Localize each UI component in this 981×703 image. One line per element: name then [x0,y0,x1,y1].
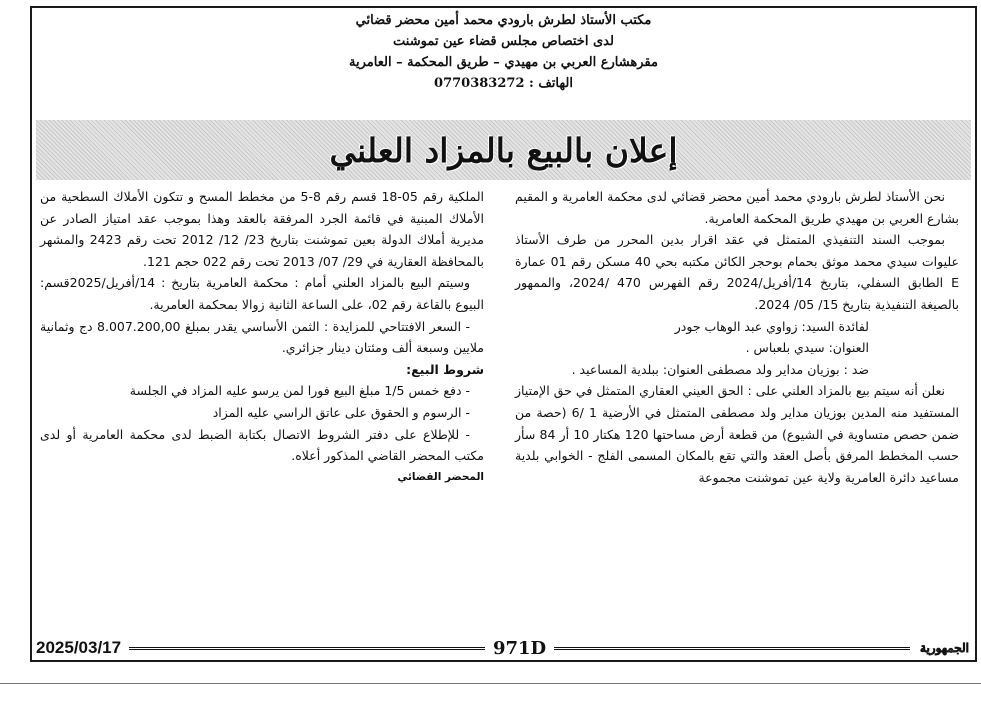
condition-payment: - دفع خمس 1/5 مبلغ البيع فورا لمن يرسو عليه المزاد في الجلسة [129,383,470,399]
newspaper-footer [32,635,975,661]
page-bottom-rule [0,683,981,684]
footer-rule-left [129,647,485,650]
condition-specifications: - للإطلاع على دفتر الشروط الاتصال بكتابة الضبط لدى محكمة العامرية أو لدى مكتب المحضر القاضي المذكور أعلاه. [40,426,484,464]
announcement-title: إعلان بالبيع بالمزاد العلني [329,130,678,170]
beneficiary-address-line: العنوان: سيدي بلعباس . [745,340,869,356]
announcement-frame [30,6,977,662]
enforcement-title-paragraph: بموجب السند التنفيذي المتمثل في عقد اقرار بدين المحرر من طرف الأستاذ عليوات سيدي محمد موثق بحمام بوحجر الكائن مكتبه بحي 40 مسكن رقم 01 عمارة E الطابق السفلي، بتاريخ 14/أفريل/2024 رقم الفهرس 470 /2024، والممهور بالصيغة التنفيذية بتاريخ 15/ 05/ 2024. [515,232,959,312]
auction-venue-paragraph: وسيتم البيع بالمزاد العلني أمام : محكمة العامرية بتاريخ : 14/أفريل/2025قسم: البيوع بالقاعة رقم 02، على الساعة الثانية زوالا بمحكمة العامرية. [40,275,484,312]
property-description-continued: الملكية رقم 05-18 قسم رقم 8-5 من مخطط المسح و تتكون الأملاك السطحية من الأملاك المبنية في قائمة الجرد المرفقة بالعقد وهذا بموجب عقد امتياز الصادر عن مديرية أملاك الدولة بعين تموشنت بتاريخ 23/ 12/ 2012 تحت رقم 2423 والمشهر بالمحافظة العقارية في 29/ 07/ 2013 تحت رقم 022 حجم 121. [40,189,485,269]
footer-rule-right [554,647,910,650]
bailiff-signature: المحضر القضائي [397,470,484,483]
issue-number: 971D [492,637,547,659]
title-banner [36,120,971,180]
bailiff-office-header [32,10,975,94]
left-text-column [40,186,484,488]
office-phone: الهاتف : 0770383272 [434,76,573,91]
opening-price-paragraph: - السعر الافتتاحي للمزايدة : الثمن الأساسي يقدر بمبلغ 8.007.200,00 دج وثمانية ملايين وسبعة ألف ومئتان دينار جزائري. [40,318,484,356]
property-description-paragraph: نعلن أنه سيتم بيع بالمزاد العلني على : الحق العيني العقاري المتمثل في حق الإمتياز المستفيد منه المدين بوزيان مداير ولد مصطفى المتمثل في الأرضية 1 /6 (حصة من ضمن حصص متساوية في الشيوع) من قطعة أرض مساحتها 120 هكتار 10 أر 84 سأر حسب المخطط المرفق بأصل العقد والتي تقع بالمكان المسمى الفلج - الخوابي بلدية مساعيد دائرة العامرية ولاية عين تموشنت مجموعة [515,383,960,485]
right-text-column [515,186,959,488]
debtor-line: ضد : بوزيان مداير ولد مصطفى العنوان: ببلدية المساعيد . [571,361,869,377]
condition-fees: - الرسوم و الحقوق على عاتق الراسي عليه المزاد [212,404,470,420]
office-address: مقرهشارع العربي بن مهيدي – طريق المحكمة – العامرية [349,55,658,70]
publication-date: 2025/03/17 [36,638,122,657]
office-jurisdiction: لدى اختصاص مجلس قضاء عين تموشنت [393,34,614,49]
beneficiary-line: لفائدة السيد: زواوي عبد الوهاب جودر [674,318,869,334]
newspaper-logo: الجمهورية [920,641,970,655]
sale-conditions-heading: شروط البيع: [406,361,484,377]
office-name: مكتب الأستاذ لطرش بارودي محمد أمين محضر قضائي [355,13,652,28]
intro-paragraph: نحن الأستاذ لطرش بارودي محمد أمين محضر قضائي لدى محكمة العامرية و المقيم بشارع العربي بن مهيدي طريق المحكمة العامرية. [515,189,959,226]
